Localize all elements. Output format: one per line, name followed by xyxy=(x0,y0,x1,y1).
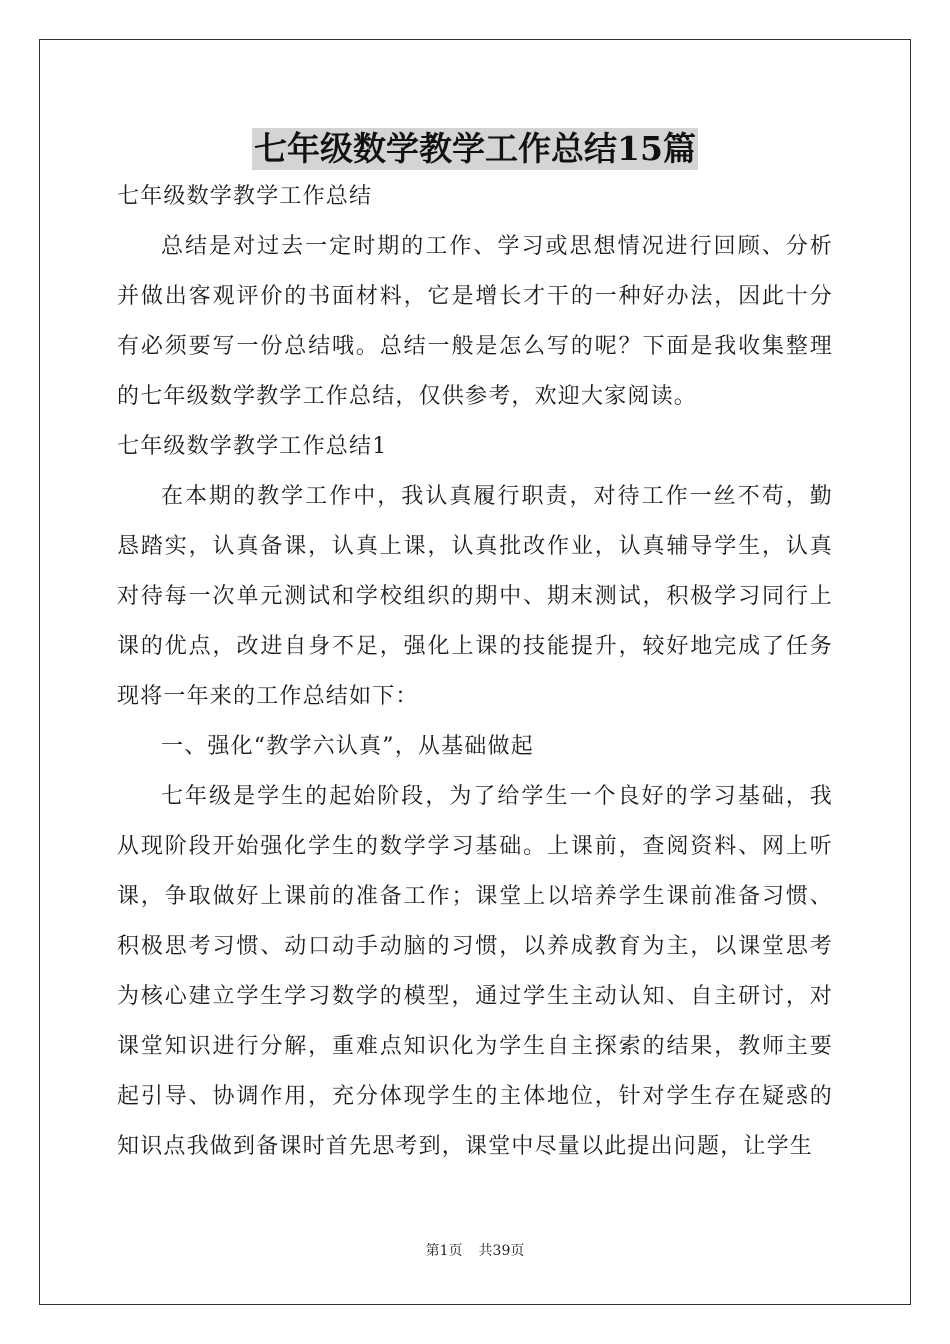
point-body-paragraph: 七年级是学生的起始阶段，为了给学生一个良好的学习基础，我从现阶段开始强化学生的数学学习基础。上课前，查阅资料、网上听课，争取做好上课前的准备工作；课堂上以培养学生课前准备习惯、积极思考习惯、动口动手动脑的习惯，以养成教育为主，以课堂思考为核心建立学生学习数学的模型，通过学生主动认知、自主研讨，对课堂知识进行分解，重难点知识化为学生自主探索的结果，教师主要起引导、协调作用，充分体现学生的主体地位，针对学生存在疑惑的知识点我做到备课时首先思考到，课堂中尽量以此提出问题，让学生 xyxy=(117,784,833,1159)
intro-paragraph: 总结是对过去一定时期的工作、学习或思想情况进行回顾、分析并做出客观评价的书面材料，它是增长才干的一种好办法，因此十分有必须要写一份总结哦。总结一般是怎么写的呢？下面是我收集整理的七年级数学教学工作总结，仅供参考，欢迎大家阅读。 xyxy=(117,234,833,409)
document-body xyxy=(117,172,833,1172)
section-intro-paragraph: 在本期的教学工作中，我认真履行职责，对待工作一丝不苟，勤恳踏实，认真备课，认真上课，认真批改作业，认真辅导学生，认真对待每一次单元测试和学校组织的期中、期末测试，积极学习同行上课的优点，改进自身不足，强化上课的技能提升，较好地完成了任务现将一年来的工作总结如下： xyxy=(117,484,833,709)
page-number: 第1页 xyxy=(425,1243,463,1259)
section-heading: 七年级数学教学工作总结1 xyxy=(117,434,388,459)
document-subtitle: 七年级数学教学工作总结 xyxy=(117,184,373,209)
page-total: 共39页 xyxy=(478,1243,525,1259)
page-footer xyxy=(0,1240,950,1260)
title-wrap xyxy=(0,128,950,170)
document-title: 七年级数学教学工作总结15篇 xyxy=(254,129,696,168)
point-heading: 一、强化“教学六认真”，从基础做起 xyxy=(161,734,534,759)
